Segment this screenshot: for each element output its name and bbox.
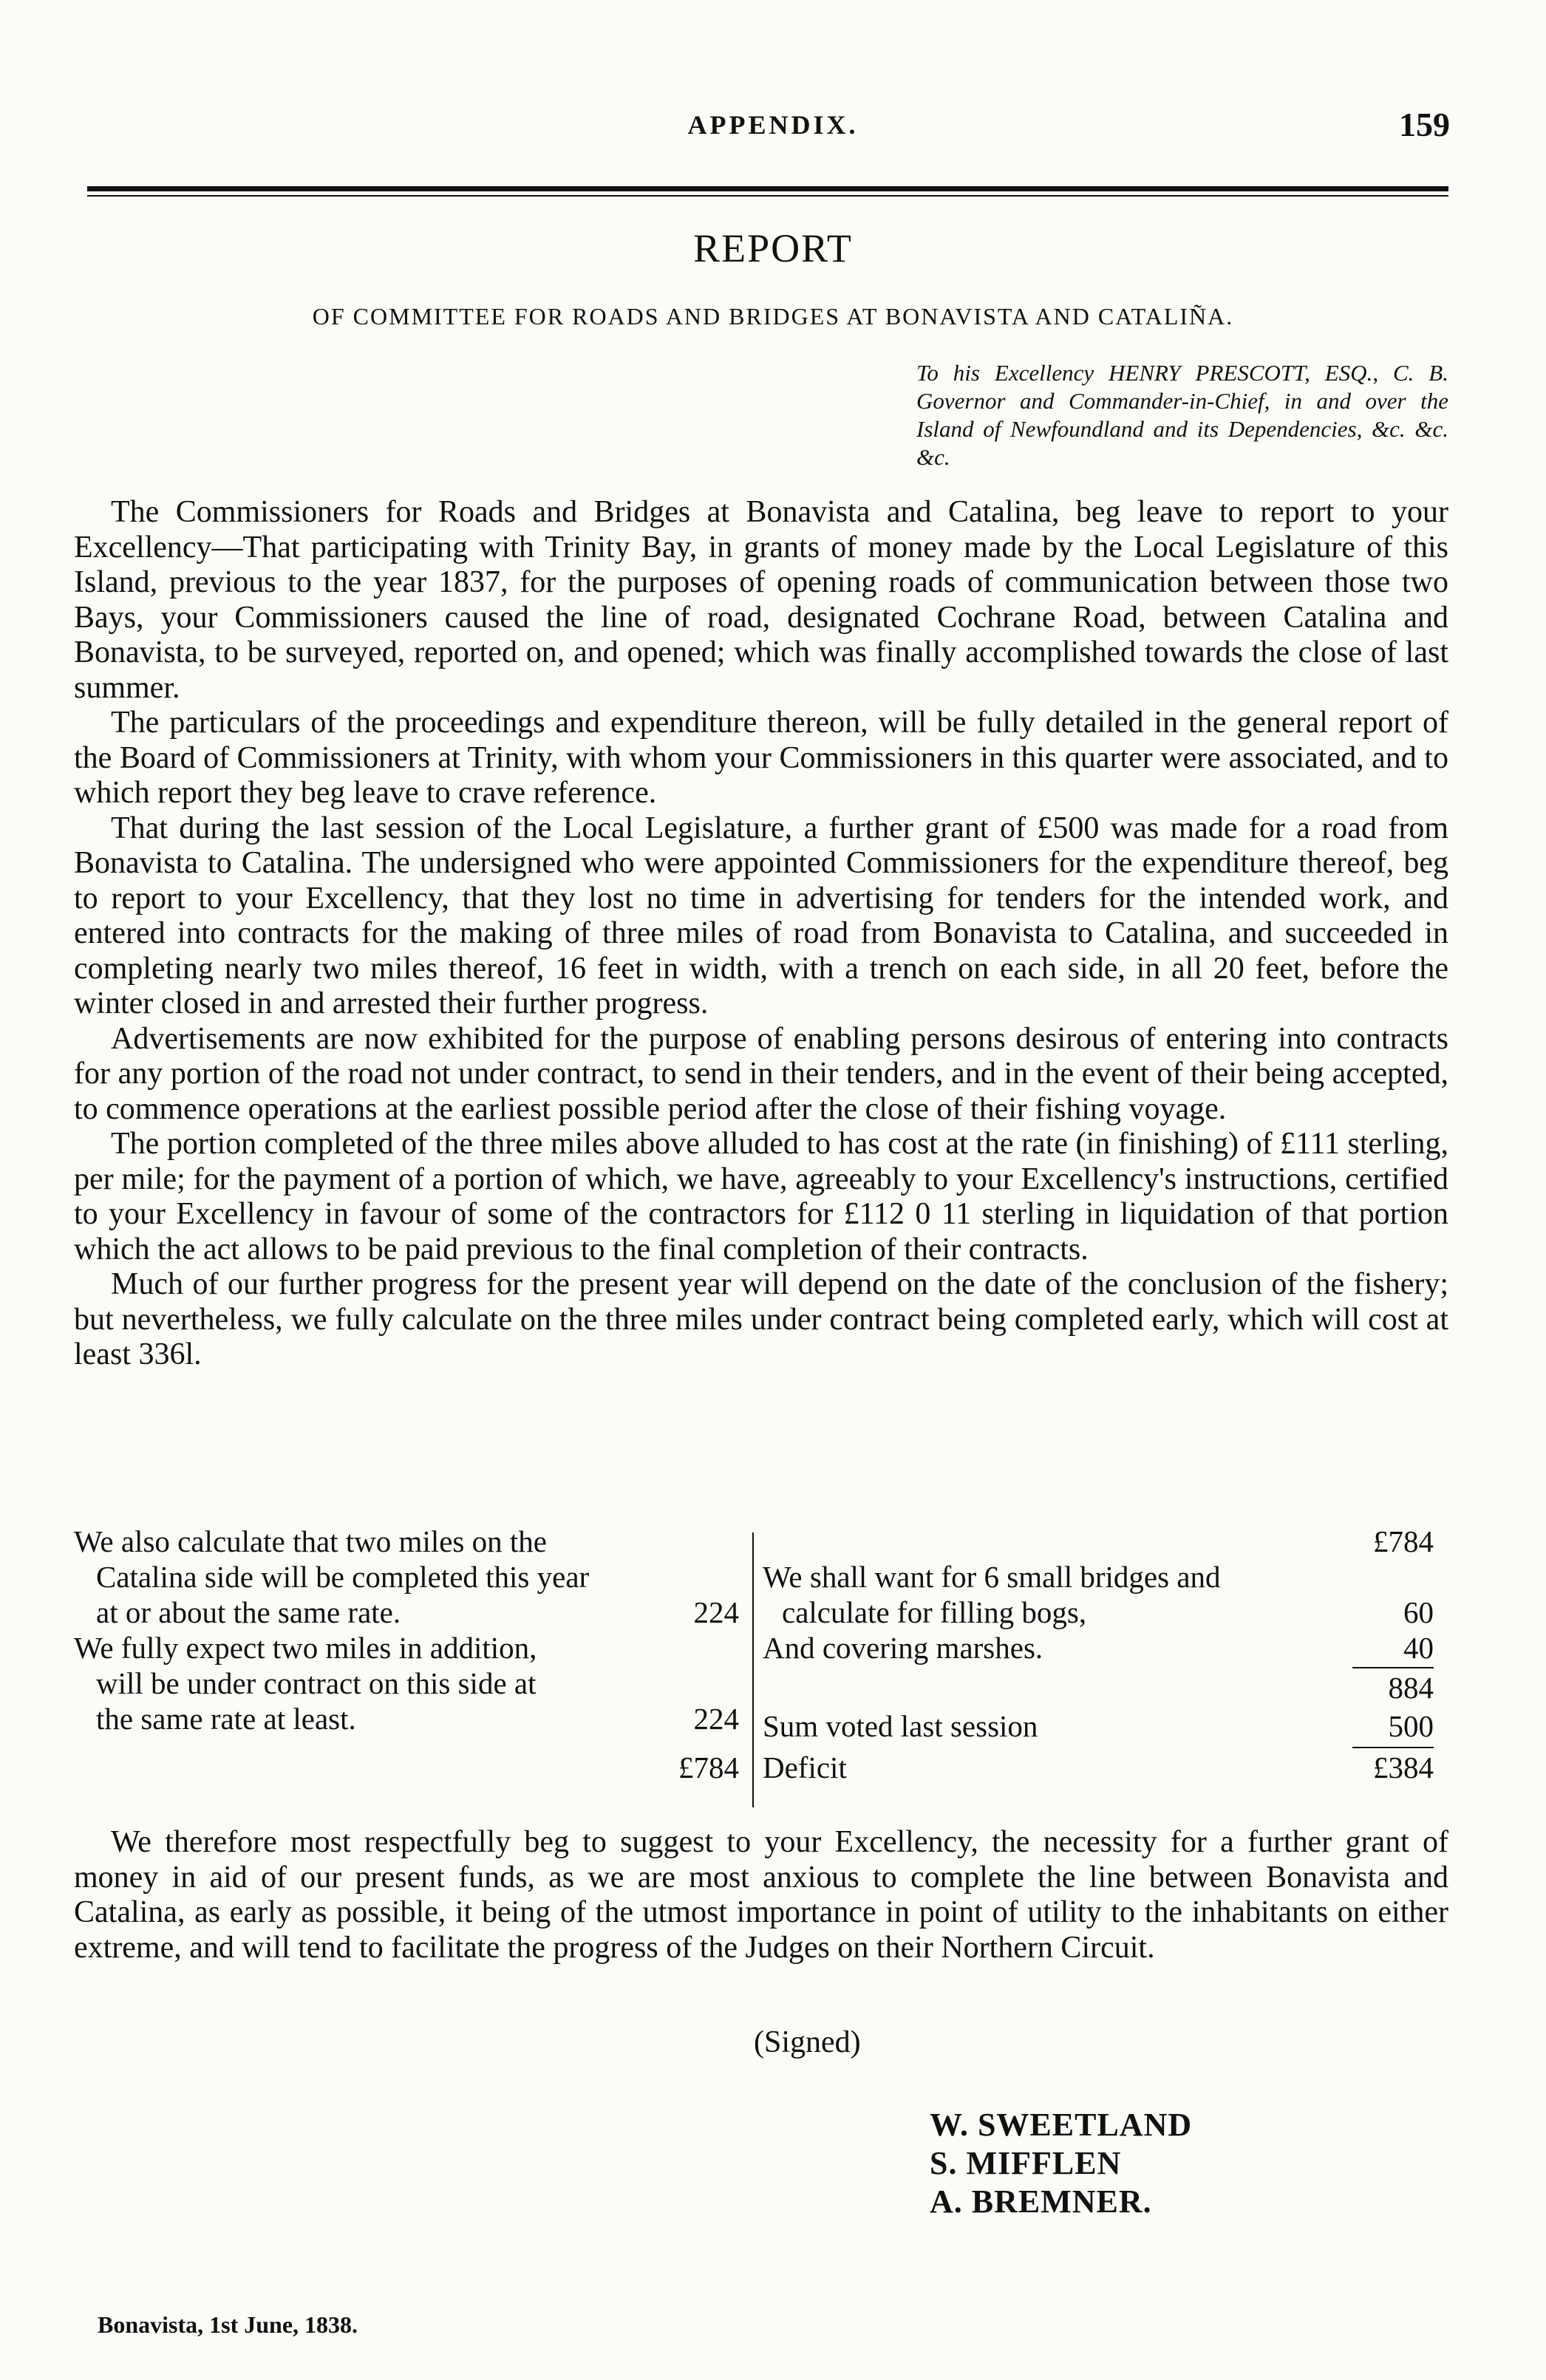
account-line: [763, 1630, 1434, 1665]
paragraph: The portion completed of the three miles above alluded to has cost at the rate (in finishing) of £111 sterling, per mile; for the payment of a portion of which, we have, agreeably to your Excellency's instructions, certified to your Excellency in favour of some of the contractors for £112 0 11 sterling in liquidation of that portion which the act allows to be paid previous to the final completion of their contracts.: [74, 1127, 1448, 1266]
account-line: We fully expect two miles in addition,: [74, 1631, 537, 1665]
account-deficit: £384: [1373, 1750, 1434, 1784]
closing-section: [74, 1825, 1448, 1965]
account-line-label: calculate for filling bogs,: [782, 1595, 1087, 1629]
report-heading: REPORT: [693, 226, 853, 270]
column-divider: [752, 1532, 754, 1807]
account-amount: £784: [1373, 1524, 1434, 1558]
sum-rule: [1352, 1667, 1434, 1668]
place-date: Bonavista, 1st June, 1838.: [98, 2311, 358, 2338]
account-line: [763, 1708, 1434, 1744]
report-subheading: OF COMMITTEE FOR ROADS AND BRIDGES AT BONAVISTA AND CATALIÑA.: [312, 303, 1234, 330]
header-rule-thick: [87, 186, 1448, 191]
account-subtotal: 884: [1388, 1671, 1434, 1705]
accounts-table: [74, 1524, 1448, 1804]
account-amount: 500: [1388, 1709, 1434, 1743]
signatories: [930, 2106, 1192, 2221]
address-block: To his Excellency HENRY PRESCOTT, ESQ., C. B. Governor and Commander-in-Chief, in and over the Island of Newfoundland and its Dependencies, &c. &c. &c.: [916, 360, 1448, 470]
account-line: [782, 1595, 1434, 1630]
account-amount: 40: [1403, 1631, 1434, 1665]
account-line: Catalina side will be completed this year: [96, 1560, 590, 1594]
sum-rule: [1352, 1747, 1434, 1748]
running-title: APPENDIX.: [687, 110, 859, 140]
signed-label: (Signed): [754, 2025, 861, 2059]
paragraph: The Commissioners for Roads and Bridges at Bonavista and Catalina, beg leave to report to your Excellency—That participating with Trinity Bay, in grants of money made by the Local Legislature of this Island, previous to the year 1837, for the purposes of opening roads of communication between those two Bays, your Commissioners caused the line of road, designated Cochrane Road, between Catalina and Bonavista, to be surveyed, reported on, and opened; which was finally accomplished towards the close of last summer.: [74, 495, 1448, 705]
account-total: £784: [678, 1750, 739, 1784]
header-rule-thin: [87, 195, 1448, 197]
signatory-name: S. MIFFLEN: [930, 2145, 1122, 2181]
paragraph: The particulars of the proceedings and expenditure thereon, will be fully detailed in the general report of the Board of Commissioners at Trinity, with whom your Commissioners in this quarter were associated, and to which report they beg leave to crave reference.: [74, 706, 1448, 810]
paragraph: That during the last session of the Local Legislature, a further grant of £500 was made for a road from Bonavista to Catalina. The undersigned who were appointed Commissioners for the expenditure thereof, beg to report to your Excellency, that they lost no time in advertising for tenders for the intended work, and entered into contracts for the making of three miles of road from Bonavista to Catalina, and succeeded in completing nearly two miles thereof, 16 feet in width, with a trench on each side, in all 20 feet, before the winter closed in and arrested their further progress.: [74, 811, 1448, 1020]
signatory-name: A. BREMNER.: [930, 2183, 1152, 2220]
page-number: 159: [1399, 106, 1450, 143]
account-line: We shall want for 6 small bridges and: [763, 1560, 1221, 1594]
paragraph: Much of our further progress for the present year will depend on the date of the conclusion of the fishery; but nevertheless, we fully calculate on the three miles under contract being completed early, which will cost at least 336l.: [74, 1267, 1448, 1371]
account-line: [763, 1750, 1434, 1785]
account-line-label: the same rate at least.: [96, 1702, 356, 1736]
account-line: will be under contract on this side at: [96, 1666, 537, 1700]
paragraph: Advertisements are now exhibited for the purpose of enabling persons desirous of entering into contracts for any portion of the road not under contract, to send in their tenders, and in the event of their being accepted, to commence operations at the earliest possible period after the close of their fishing voyage.: [74, 1021, 1448, 1126]
account-line-label: at or about the same rate.: [96, 1595, 401, 1629]
account-line-label: And covering marshes.: [763, 1631, 1043, 1665]
account-line-label: Deficit: [763, 1750, 847, 1784]
account-line: We also calculate that two miles on the: [74, 1524, 547, 1558]
account-line: [96, 1595, 739, 1630]
signatory-name: W. SWEETLAND: [930, 2107, 1193, 2143]
account-amount: 60: [1403, 1595, 1434, 1629]
account-amount: 224: [693, 1595, 739, 1629]
account-line-label: Sum voted last session: [763, 1709, 1038, 1743]
account-amount: 224: [693, 1702, 739, 1736]
running-head: [0, 106, 1546, 154]
account-line: [96, 1701, 739, 1736]
closing-paragraph: We therefore most respectfully beg to suggest to your Excellency, the necessity for a further grant of money in aid of our present funds, as we are most anxious to complete the line between Bonavista and Catalina, as early as possible, it being of the utmost importance in point of utility to the inhabitants on either extreme, and will tend to facilitate the progress of the Judges on their Northern Circuit.: [74, 1825, 1448, 1965]
report-body: [74, 495, 1448, 1373]
